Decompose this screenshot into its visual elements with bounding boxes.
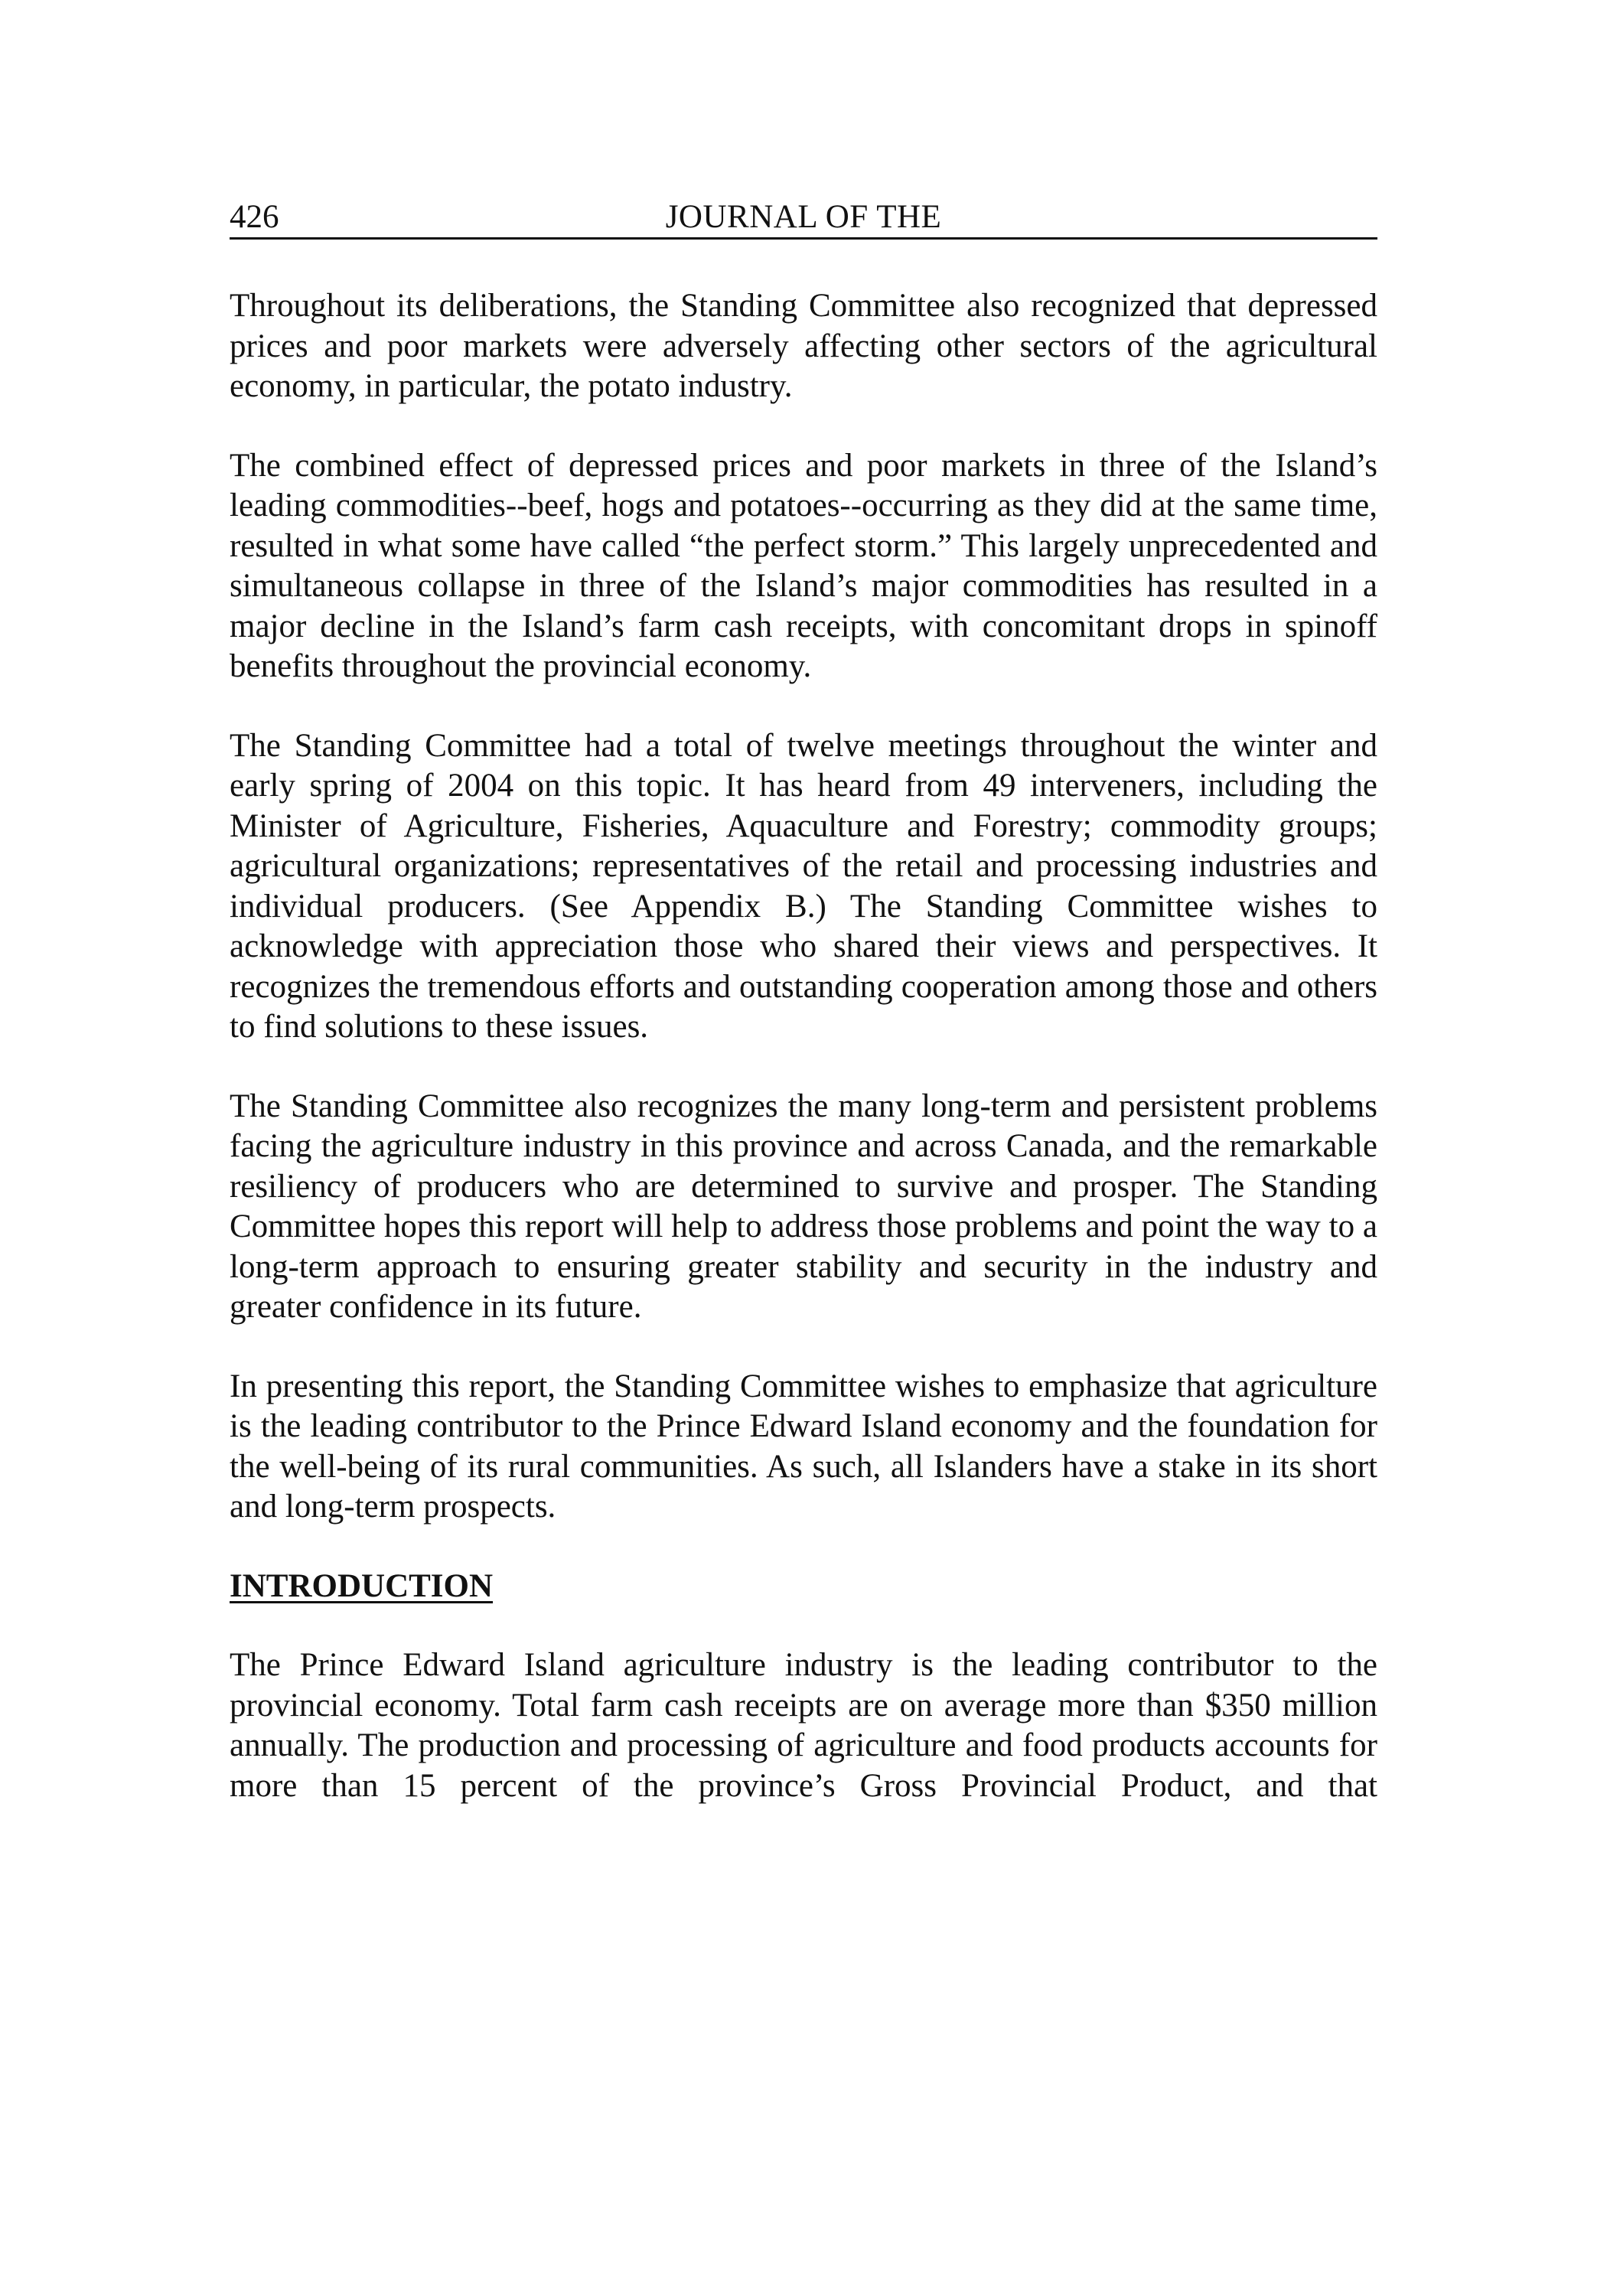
paragraph-presenting-report: In presenting this report, the Standing Committee wishes to emphasize that agriculture is the leading contributor to the Prince Edward Island economy and the foundation for the well-being of its rural communities. As such, all Islanders have a stake in its short and long-term prospects.: [230, 1368, 1377, 1525]
running-header: [230, 197, 1377, 240]
paragraph-introduction: The Prince Edward Island agriculture industry is the leading contributor to the provincial economy. Total farm cash receipts are on average more than $350 million annually. The production and processing of agriculture and food products accounts for more than 15 percent of the province’s Gross Provincial Product, and that: [230, 1647, 1377, 1804]
paragraph-meetings: The Standing Committee had a total of twelve meetings throughout the winter and early spring of 2004 on this topic. It has heard from 49 interveners, including the Minister of Agriculture, Fisheries, Aquaculture and Forestry; commodity groups; agricultural organizations; representatives of the retail and processing industries and individual producers. (See Appendix B.) The Standing Committee wishes to acknowledge with appreciation those who shared their views and perspectives. It recognizes the tremendous efforts and outstanding cooperation among those and others to find solutions to these issues.: [230, 727, 1377, 1045]
page-number: 426: [230, 199, 279, 235]
journal-title: JOURNAL OF THE: [665, 199, 942, 235]
body-text: [230, 286, 1377, 1845]
paragraph-long-term-problems: The Standing Committee also recognizes the many long-term and persistent problems facing the agriculture industry in this province and across Canada, and the remarkable resiliency of producers who are determined to survive and prosper. The Standing Committee hopes this report will help to address those problems and point the way to a long-term approach to ensuring greater stability and security in the industry and greater confidence in its future.: [230, 1088, 1377, 1325]
paragraph-perfect-storm: The combined effect of depressed prices and poor markets in three of the Island’s leading commodities--beef, hogs and potatoes--occurring as they did at the same time, resulted in what some have called “the perfect storm.” This largely unprecedented and simultaneous collapse in three of the Island’s major commodities has resulted in a major decline in the Island’s farm cash receipts, with concomitant drops in spinoff benefits throughout the provincial economy.: [230, 447, 1377, 684]
document-page: [230, 0, 1377, 2296]
section-heading-introduction: INTRODUCTION: [230, 1567, 494, 1604]
paragraph-deliberations: Throughout its deliberations, the Standing Committee also recognized that depressed prices and poor markets were adversely affecting other sectors of the agricultural economy, in particular, the potato industry.: [230, 288, 1377, 404]
